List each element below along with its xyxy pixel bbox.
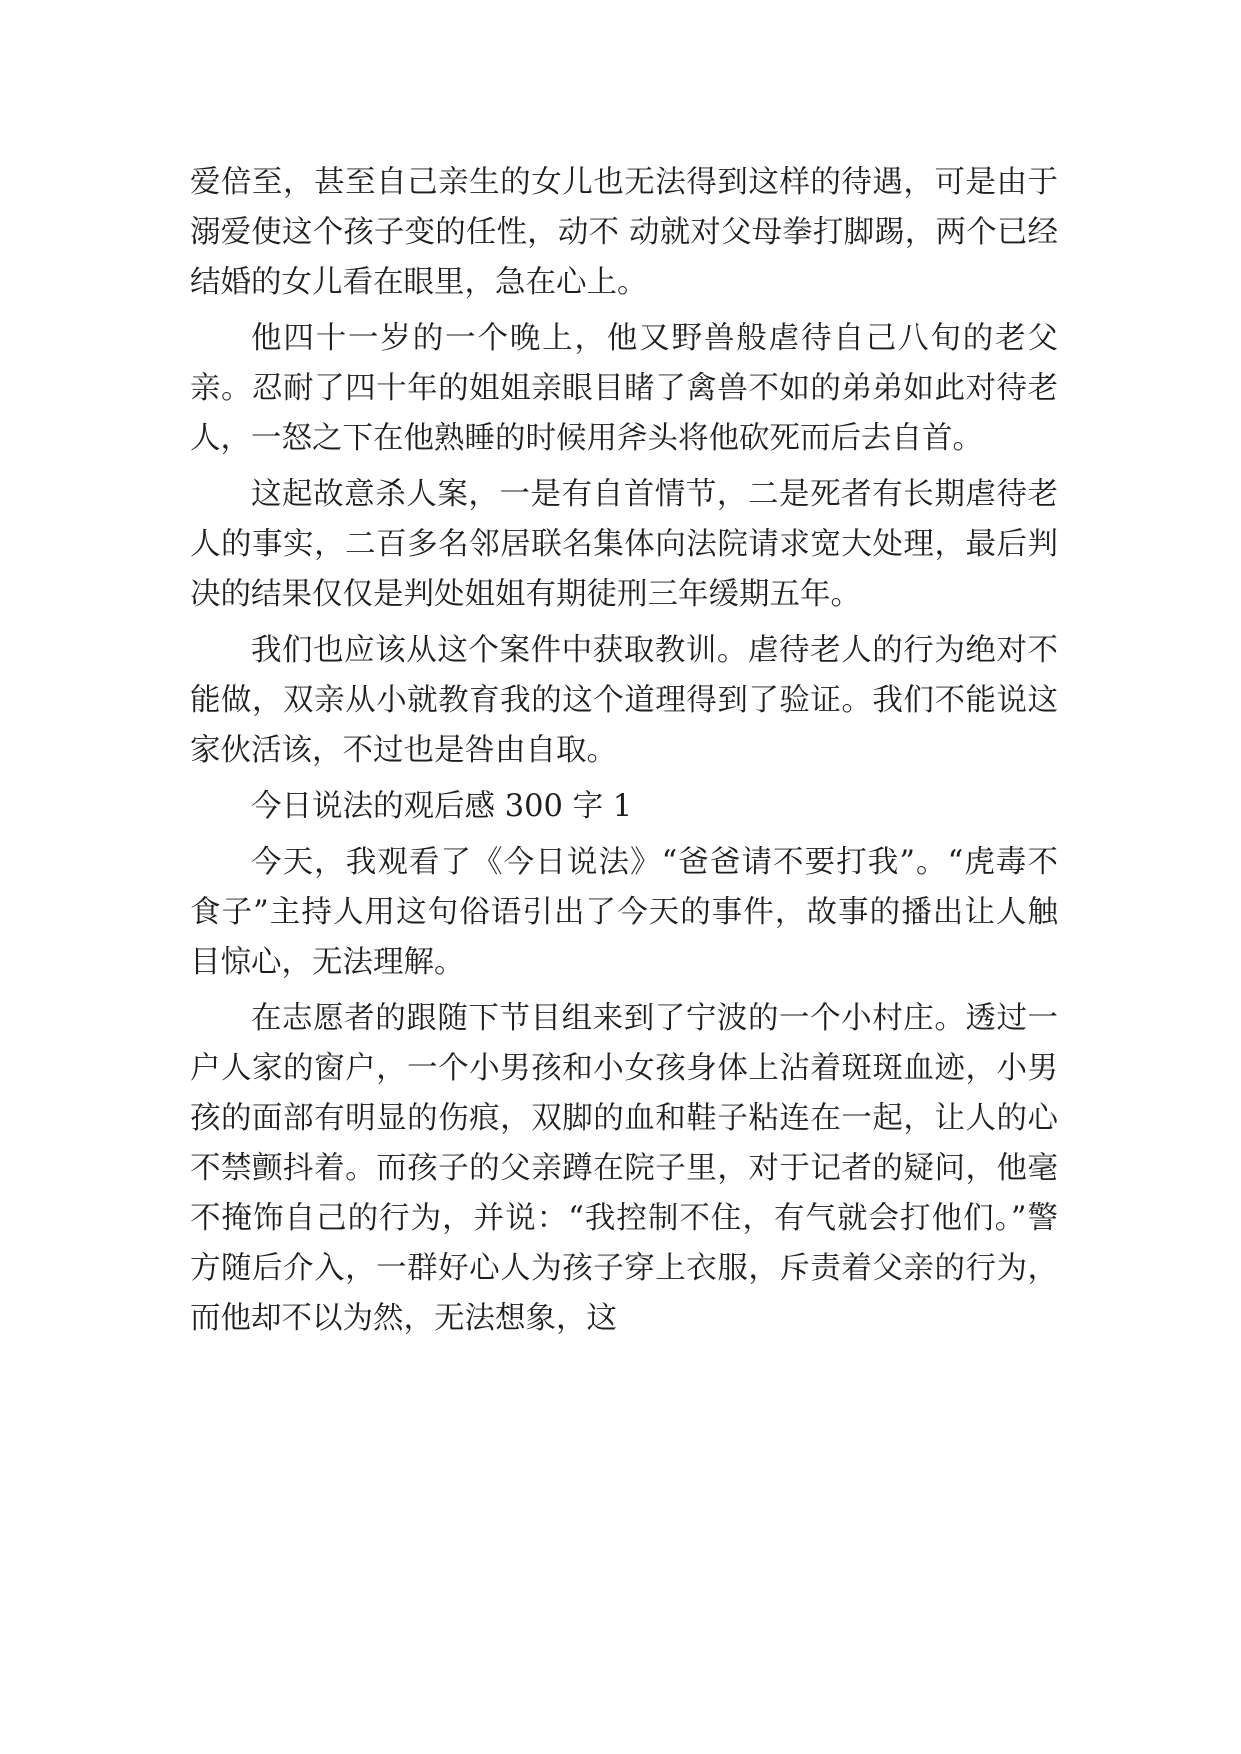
paragraph-3: 这起故意杀人案，一是有自首情节，二是死者有长期虐待老人的事实，二百多名邻居联名集体向法院请求宽大处理，最后判决的结果仅仅是判处姐姐有期徒刑三年缓期五年。 [190, 477, 1058, 612]
paragraph-5: 今天，我观看了《今日说法》“爸爸请不要打我”。“虎毒不食子”主持人用这句俗语引出了今天的事件，故事的播出让人触目惊心，无法理解。 [190, 845, 1058, 980]
paragraph-6: 在志愿者的跟随下节目组来到了宁波的一个小村庄。透过一户人家的窗户，一个小男孩和小女孩身体上沾着斑斑血迹，小男孩的面部有明显的伤痕，双脚的血和鞋子粘连在一起，让人的心不禁颤抖着。而孩子的父亲蹲在院子里，对于记者的疑问，他毫不掩饰自己的行为，并说：“我控制不住，有气就会打他们。”警方随后介入，一群好心人为孩子穿上衣服，斥责着父亲的行为，而他却不以为然，无法想象，这 [190, 1001, 1058, 1336]
section-heading: 今日说法的观后感 300 字 1 [251, 789, 633, 824]
paragraph-2: 他四十一岁的一个晚上，他又野兽般虐待自己八旬的老父亲。忍耐了四十年的姐姐亲眼目睹了禽兽不如的弟弟如此对待老人，一怒之下在他熟睡的时候用斧头将他砍死而后去自首。 [190, 321, 1058, 456]
paragraph-1: 爱倍至，甚至自己亲生的女儿也无法得到这样的待遇，可是由于溺爱使这个孩子变的任性，动不 动就对父母拳打脚踢，两个已经结婚的女儿看在眼里，急在心上。 [190, 165, 1058, 300]
paragraph-4: 我们也应该从这个案件中获取教训。虐待老人的行为绝对不能做，双亲从小就教育我的这个道理得到了验证。我们不能说这家伙活该，不过也是咎由自取。 [190, 633, 1058, 768]
document-body [190, 158, 1058, 1344]
